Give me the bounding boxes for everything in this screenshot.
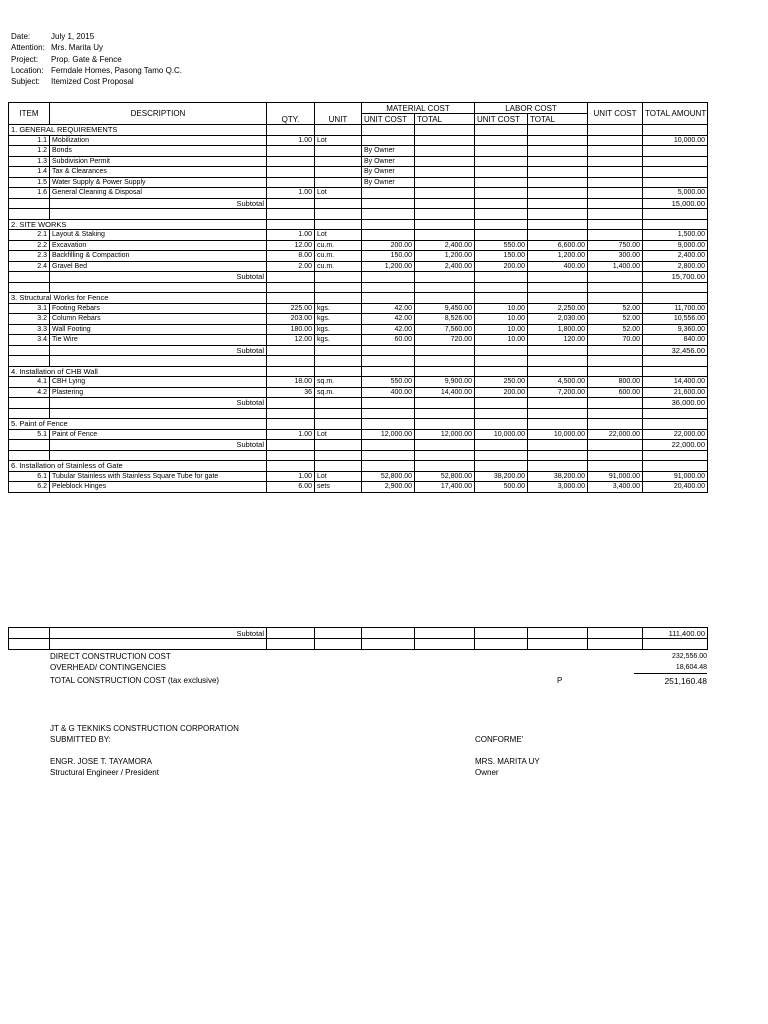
table-row	[9, 177, 708, 188]
subtotal-amount: 22,000.00	[643, 440, 708, 451]
material-total	[415, 188, 475, 199]
item-description: Peleblock Hinges	[50, 482, 267, 493]
item-description: Wall Footing	[50, 324, 267, 335]
section-header-row	[9, 366, 708, 377]
col-material-unit-cost: UNIT COST	[362, 114, 415, 125]
item-description: Layout & Staking	[50, 230, 267, 241]
table-row	[9, 251, 708, 262]
col-labor-total: TOTAL	[528, 114, 588, 125]
material-unit-cost: 52,800.00	[362, 471, 415, 482]
material-unit-cost: 200.00	[362, 240, 415, 251]
table-row	[9, 324, 708, 335]
bottom-subtotal-label: Subtotal	[50, 628, 267, 639]
item-number: 3.4	[9, 335, 50, 346]
labor-total: 4,500.00	[528, 377, 588, 388]
item-unit: cu.m.	[315, 240, 362, 251]
item-number: 6.2	[9, 482, 50, 493]
currency-symbol: P	[557, 676, 563, 685]
table-row	[9, 314, 708, 325]
item-description: Tie Wire	[50, 335, 267, 346]
col-unit-cost: UNIT COST	[588, 103, 643, 125]
section-header-row	[9, 125, 708, 136]
item-qty: 6.00	[267, 482, 315, 493]
item-number: 6.1	[9, 471, 50, 482]
blank-row	[9, 408, 708, 419]
total-amount	[643, 156, 708, 167]
col-labor-cost: LABOR COST	[475, 103, 588, 114]
table-row	[9, 335, 708, 346]
item-description: Footing Rebars	[50, 303, 267, 314]
item-qty: 12.00	[267, 335, 315, 346]
item-qty: 36	[267, 387, 315, 398]
table-row	[9, 303, 708, 314]
total-amount: 840.00	[643, 335, 708, 346]
labor-total: 1,200.00	[528, 251, 588, 262]
labor-unit-cost: 10.00	[475, 314, 528, 325]
material-unit-cost: 12,000.00	[362, 429, 415, 440]
item-unit: Lot	[315, 230, 362, 241]
item-qty: 12.00	[267, 240, 315, 251]
item-description: Plastering	[50, 387, 267, 398]
item-description: Tax & Clearances	[50, 167, 267, 178]
material-unit-cost	[362, 135, 415, 146]
overhead-value: 18,604.48	[675, 664, 707, 671]
labor-unit-cost: 10,000.00	[475, 429, 528, 440]
material-unit-cost: 42.00	[362, 314, 415, 325]
material-unit-cost: 400.00	[362, 387, 415, 398]
item-unit: cu.m.	[315, 261, 362, 272]
subtotal-label: Subtotal	[50, 272, 267, 283]
item-number: 2.4	[9, 261, 50, 272]
total-amount: 1,500.00	[643, 230, 708, 241]
total-amount: 14,400.00	[643, 377, 708, 388]
unit-cost: 300.00	[588, 251, 643, 262]
total-amount: 21,600.00	[643, 387, 708, 398]
table-row	[9, 135, 708, 146]
item-qty: 1.00	[267, 471, 315, 482]
section-title: 5. Paint of Fence	[9, 419, 267, 430]
material-total	[415, 230, 475, 241]
item-number: 1.6	[9, 188, 50, 199]
item-qty: 180.00	[267, 324, 315, 335]
material-unit-cost: 550.00	[362, 377, 415, 388]
item-number: 4.2	[9, 387, 50, 398]
subtotal-row	[9, 272, 708, 283]
item-qty	[267, 146, 315, 157]
bottom-subtotal-amount: 111,400.00	[643, 628, 708, 639]
document-header	[11, 31, 182, 87]
table-row	[9, 167, 708, 178]
material-total: 12,000.00	[415, 429, 475, 440]
material-total	[415, 177, 475, 188]
labor-total	[528, 135, 588, 146]
item-description: Subdivision Permit	[50, 156, 267, 167]
labor-total: 2,250.00	[528, 303, 588, 314]
unit-cost: 1,400.00	[588, 261, 643, 272]
material-unit-cost: By Owner	[362, 156, 415, 167]
unit-cost: 52.00	[588, 303, 643, 314]
labor-total: 3,000.00	[528, 482, 588, 493]
cost-summary	[50, 651, 707, 688]
project-value: Prop. Gate & Fence	[51, 54, 122, 64]
total-amount: 22,000.00	[643, 429, 708, 440]
blank-row	[9, 209, 708, 220]
item-number: 1.1	[9, 135, 50, 146]
unit-cost	[588, 230, 643, 241]
unit-cost: 600.00	[588, 387, 643, 398]
material-total: 2,400.00	[415, 261, 475, 272]
labor-total: 120.00	[528, 335, 588, 346]
item-unit: kgs.	[315, 324, 362, 335]
material-total: 14,400.00	[415, 387, 475, 398]
unit-cost: 52.00	[588, 324, 643, 335]
labor-unit-cost	[475, 230, 528, 241]
subtotal-row	[9, 398, 708, 409]
material-total	[415, 146, 475, 157]
table-row	[9, 240, 708, 251]
subtotal-label: Subtotal	[50, 440, 267, 451]
company-name: JT & G TEKNIKS CONSTRUCTION CORPORATION	[50, 724, 239, 733]
item-qty: 1.00	[267, 135, 315, 146]
labor-unit-cost: 250.00	[475, 377, 528, 388]
col-material-cost: MATERIAL COST	[362, 103, 475, 114]
total-amount	[643, 167, 708, 178]
item-description: Tubular Stainless with Stainless Square Tube for gate	[50, 471, 267, 482]
item-number: 1.5	[9, 177, 50, 188]
item-number: 5.1	[9, 429, 50, 440]
total-amount: 91,000.00	[643, 471, 708, 482]
project-label: Project:	[11, 54, 39, 64]
material-unit-cost: 42.00	[362, 324, 415, 335]
unit-cost	[588, 135, 643, 146]
subtotal-amount: 36,000.00	[643, 398, 708, 409]
total-amount: 10,000.00	[643, 135, 708, 146]
material-unit-cost: By Owner	[362, 146, 415, 157]
material-total: 9,450.00	[415, 303, 475, 314]
item-qty	[267, 156, 315, 167]
unit-cost	[588, 177, 643, 188]
total-amount	[643, 146, 708, 157]
total-cost-value: 251,160.48	[664, 676, 707, 686]
item-unit: sets	[315, 482, 362, 493]
subtotal-amount: 32,456.00	[643, 345, 708, 356]
item-description: Bonds	[50, 146, 267, 157]
item-description: CBH Lying	[50, 377, 267, 388]
labor-unit-cost	[475, 156, 528, 167]
material-unit-cost	[362, 230, 415, 241]
submitted-by-label: SUBMITTED BY:	[50, 735, 111, 744]
attention-label: Attention:	[11, 43, 45, 53]
unit-cost: 3,400.00	[588, 482, 643, 493]
item-qty: 225.00	[267, 303, 315, 314]
labor-unit-cost: 10.00	[475, 303, 528, 314]
subtotal-row	[9, 345, 708, 356]
unit-cost: 70.00	[588, 335, 643, 346]
labor-unit-cost: 10.00	[475, 335, 528, 346]
material-total: 2,400.00	[415, 240, 475, 251]
owner-name: MRS. MARITA UY	[475, 757, 540, 766]
material-unit-cost: 2,900.00	[362, 482, 415, 493]
item-qty: 2.00	[267, 261, 315, 272]
item-unit: kgs.	[315, 303, 362, 314]
table-row	[9, 377, 708, 388]
item-number: 3.1	[9, 303, 50, 314]
item-description: Excavation	[50, 240, 267, 251]
labor-unit-cost: 38,200.00	[475, 471, 528, 482]
col-qty: QTY.	[267, 103, 315, 125]
table-row	[9, 429, 708, 440]
item-description: Paint of Fence	[50, 429, 267, 440]
item-number: 2.1	[9, 230, 50, 241]
total-amount: 11,700.00	[643, 303, 708, 314]
total-amount: 20,400.00	[643, 482, 708, 493]
item-number: 2.2	[9, 240, 50, 251]
subtotal-label: Subtotal	[50, 345, 267, 356]
unit-cost: 52.00	[588, 314, 643, 325]
material-unit-cost: By Owner	[362, 177, 415, 188]
material-total	[415, 156, 475, 167]
section-title: 4. Installation of CHB Wall	[9, 366, 267, 377]
item-number: 2.3	[9, 251, 50, 262]
material-total	[415, 167, 475, 178]
material-unit-cost: 150.00	[362, 251, 415, 262]
item-unit: kgs.	[315, 314, 362, 325]
labor-total	[528, 230, 588, 241]
material-total: 9,900.00	[415, 377, 475, 388]
item-description: General Cleaning & Disposal	[50, 188, 267, 199]
subtotal-label: Subtotal	[50, 198, 267, 209]
item-number: 1.2	[9, 146, 50, 157]
item-qty: 203.00	[267, 314, 315, 325]
col-unit: UNIT	[315, 103, 362, 125]
item-number: 3.2	[9, 314, 50, 325]
unit-cost: 800.00	[588, 377, 643, 388]
overhead-label: OVERHEAD/ CONTINGENCIES	[50, 663, 167, 672]
owner-signature-block	[475, 734, 540, 778]
unit-cost	[588, 156, 643, 167]
blank-row	[9, 356, 708, 367]
table-row	[9, 387, 708, 398]
section-title: 2. SITE WORKS	[9, 219, 267, 230]
direct-cost-label: DIRECT CONSTRUCTION COST	[50, 652, 171, 661]
material-unit-cost: By Owner	[362, 167, 415, 178]
unit-cost: 91,000.00	[588, 471, 643, 482]
item-unit	[315, 177, 362, 188]
item-description: Water Supply & Power Supply	[50, 177, 267, 188]
date-value: July 1, 2015	[51, 32, 95, 41]
labor-total	[528, 188, 588, 199]
bottom-subtotal-table	[8, 627, 708, 650]
table-row	[9, 482, 708, 493]
subtotal-amount: 15,000.00	[643, 198, 708, 209]
labor-unit-cost	[475, 177, 528, 188]
item-description: Gravel Bed	[50, 261, 267, 272]
item-unit	[315, 156, 362, 167]
labor-unit-cost	[475, 135, 528, 146]
item-qty: 1.00	[267, 230, 315, 241]
item-unit: sq.m.	[315, 377, 362, 388]
subtotal-label: Subtotal	[50, 398, 267, 409]
table-row	[9, 471, 708, 482]
subject-value: Itemized Cost Proposal	[51, 77, 134, 87]
col-total-amount: TOTAL AMOUNT	[643, 103, 708, 125]
labor-total	[528, 167, 588, 178]
item-description: Backfilling & Compaction	[50, 251, 267, 262]
labor-total: 38,200.00	[528, 471, 588, 482]
unit-cost	[588, 146, 643, 157]
material-unit-cost: 1,200.00	[362, 261, 415, 272]
item-unit: Lot	[315, 429, 362, 440]
labor-total	[528, 177, 588, 188]
subtotal-amount: 15,700.00	[643, 272, 708, 283]
labor-total	[528, 156, 588, 167]
material-total: 17,400.00	[415, 482, 475, 493]
blank-row	[9, 450, 708, 461]
item-unit	[315, 146, 362, 157]
labor-unit-cost: 10.00	[475, 324, 528, 335]
labor-unit-cost: 500.00	[475, 482, 528, 493]
subtotal-row	[9, 440, 708, 451]
total-amount: 9,000.00	[643, 240, 708, 251]
total-amount	[643, 177, 708, 188]
item-unit: Lot	[315, 188, 362, 199]
item-qty: 1.00	[267, 429, 315, 440]
conforme-label: CONFORME'	[475, 735, 524, 744]
section-header-row	[9, 461, 708, 472]
material-total: 7,560.00	[415, 324, 475, 335]
date-label: Date:	[11, 32, 31, 41]
material-total: 1,200.00	[415, 251, 475, 262]
material-total: 720.00	[415, 335, 475, 346]
item-unit: Lot	[315, 135, 362, 146]
col-item: ITEM	[9, 103, 50, 125]
item-qty	[267, 167, 315, 178]
section-header-row	[9, 293, 708, 304]
item-unit: sq.m.	[315, 387, 362, 398]
direct-cost-value: 232,556.00	[671, 653, 707, 660]
material-unit-cost: 42.00	[362, 303, 415, 314]
section-title: 6. Installation of Stainless of Gate	[9, 461, 267, 472]
labor-unit-cost	[475, 146, 528, 157]
total-amount: 5,000.00	[643, 188, 708, 199]
material-total: 52,800.00	[415, 471, 475, 482]
table-row	[9, 261, 708, 272]
total-amount: 2,400.00	[643, 251, 708, 262]
col-description: DESCRIPTION	[50, 103, 267, 125]
labor-total: 6,600.00	[528, 240, 588, 251]
table-row	[9, 146, 708, 157]
unit-cost	[588, 188, 643, 199]
labor-total: 1,800.00	[528, 324, 588, 335]
labor-unit-cost	[475, 188, 528, 199]
contractor-signature-block	[50, 723, 239, 778]
total-amount: 2,800.00	[643, 261, 708, 272]
section-header-row	[9, 219, 708, 230]
location-label: Location:	[11, 65, 44, 75]
labor-unit-cost: 150.00	[475, 251, 528, 262]
total-amount: 9,360.00	[643, 324, 708, 335]
section-header-row	[9, 419, 708, 430]
item-qty: 8.00	[267, 251, 315, 262]
unit-cost: 750.00	[588, 240, 643, 251]
item-unit	[315, 167, 362, 178]
section-title: 1. GENERAL REQUIREMENTS	[9, 125, 267, 136]
labor-total: 400.00	[528, 261, 588, 272]
item-description: Mobilization	[50, 135, 267, 146]
item-number: 4.1	[9, 377, 50, 388]
owner-title: Owner	[475, 768, 499, 777]
total-cost-label: TOTAL CONSTRUCTION COST (tax exclusive)	[50, 676, 220, 685]
subtotal-row	[9, 198, 708, 209]
item-qty: 1.00	[267, 188, 315, 199]
unit-cost: 22,000.00	[588, 429, 643, 440]
col-labor-unit-cost: UNIT COST	[475, 114, 528, 125]
table-row	[9, 230, 708, 241]
item-qty: 18.00	[267, 377, 315, 388]
item-unit: kgs.	[315, 335, 362, 346]
item-number: 3.3	[9, 324, 50, 335]
attention-value: Mrs. Marita Uy	[51, 43, 103, 53]
labor-unit-cost: 200.00	[475, 261, 528, 272]
cost-table	[8, 102, 708, 493]
engineer-title: Structural Engineer / President	[50, 768, 159, 777]
table-row	[9, 188, 708, 199]
labor-unit-cost: 550.00	[475, 240, 528, 251]
labor-unit-cost: 200.00	[475, 387, 528, 398]
material-total	[415, 135, 475, 146]
unit-cost	[588, 167, 643, 178]
item-number: 1.3	[9, 156, 50, 167]
material-unit-cost: 60.00	[362, 335, 415, 346]
labor-total: 7,200.00	[528, 387, 588, 398]
location-value: Ferndale Homes, Pasong Tamo Q.C.	[51, 65, 183, 75]
labor-total: 10,000.00	[528, 429, 588, 440]
item-description: Column Rebars	[50, 314, 267, 325]
labor-total	[528, 146, 588, 157]
engineer-name: ENGR. JOSE T. TAYAMORA	[50, 757, 152, 766]
total-amount: 10,556.00	[643, 314, 708, 325]
item-unit: cu.m.	[315, 251, 362, 262]
item-unit: Lot	[315, 471, 362, 482]
labor-total: 2,030.00	[528, 314, 588, 325]
material-total: 8,526.00	[415, 314, 475, 325]
table-row	[9, 156, 708, 167]
item-qty	[267, 177, 315, 188]
col-material-total: TOTAL	[415, 114, 475, 125]
labor-unit-cost	[475, 167, 528, 178]
blank-row	[9, 282, 708, 293]
material-unit-cost	[362, 188, 415, 199]
section-title: 3. Structural Works for Fence	[9, 293, 267, 304]
item-number: 1.4	[9, 167, 50, 178]
subject-label: Subject:	[11, 77, 40, 87]
